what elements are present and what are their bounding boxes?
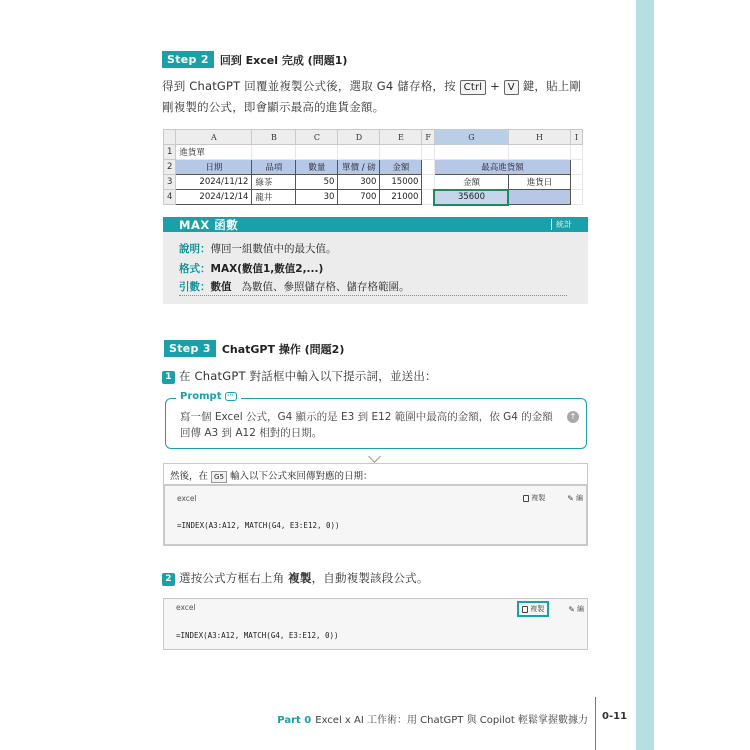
step2-text-2: 鍵，貼上剛剛複製的公式，即會顯示最高的進貨金額。 [162,79,582,114]
code-formula[interactable]: =INDEX(A3:A12, MATCH(G4, E3:E12, 0)) [176,631,339,640]
header-cell[interactable]: 數量 [296,160,338,175]
cell[interactable] [508,145,570,160]
max-function-category: 統計 [551,219,572,230]
code-actions [520,492,586,504]
item2-number: 2 [162,573,175,586]
item2-post: ，自動複製該段公式。 [311,571,429,585]
max-function-box [163,217,588,304]
row-number[interactable]: 3 [164,175,176,190]
col-header[interactable]: H [508,130,570,145]
item2-bold: 複製 [288,571,312,585]
corner-cell[interactable] [164,130,176,145]
code-language: excel [176,603,196,612]
item2-pre: 選按公式方框右上角 [179,571,289,585]
max-header-cell[interactable]: 進貨日 [508,175,570,190]
row-number[interactable]: 1 [164,145,176,160]
step3-title: ChatGPT 操作 (問題2) [221,342,345,356]
step3-heading [164,340,344,357]
amount-cell[interactable]: 21000 [380,190,422,205]
header-cell[interactable]: 品項 [252,160,296,175]
qty-cell[interactable]: 50 [296,175,338,190]
pencil-icon: ✎ [568,604,575,614]
header-cell[interactable]: 單價 / 磅 [338,160,380,175]
col-header[interactable]: I [570,130,582,145]
step2-title: 回到 Excel 完成 (問題1) [219,53,348,67]
prompt-label-text: Prompt [180,391,222,402]
col-header[interactable]: D [338,130,380,145]
col-header[interactable]: C [296,130,338,145]
max-args-line [179,279,567,296]
cell[interactable] [422,175,435,190]
code-block-2 [163,598,588,650]
max-header-cell[interactable]: 金額 [434,175,508,190]
copy-button-highlighted[interactable] [517,601,549,617]
v-key: V [504,80,519,95]
g4-selected-cell[interactable]: 35600 [434,190,508,205]
pencil-icon: ✎ [567,493,574,503]
copy-icon [522,606,528,613]
code-block [164,485,587,545]
cell[interactable] [422,160,435,175]
code-actions [517,601,587,617]
row-number[interactable]: 2 [164,160,176,175]
code-formula[interactable]: =INDEX(A3:A12, MATCH(G4, E3:E12, 0)) [177,521,340,530]
ctrl-key: Ctrl [460,80,487,95]
copy-icon [523,495,529,502]
row-number[interactable]: 4 [164,190,176,205]
edit-button[interactable] [565,601,587,617]
max-title-cell[interactable]: 最高進貨額 [434,160,570,175]
cell[interactable] [422,190,435,205]
desc-text: 傳回一組數值中的最大值。 [210,243,337,255]
step2-heading [162,51,347,68]
max-format-line [179,261,323,276]
header-cell[interactable]: 日期 [176,160,252,175]
send-arrow-icon[interactable]: ↑ [567,411,579,423]
edit-button[interactable] [564,492,586,504]
copy-label: 複製 [530,605,545,613]
item2-line [162,568,590,589]
cell[interactable] [296,145,338,160]
item1-number: 1 [162,371,175,384]
args-name: 數值 [210,281,232,293]
col-header[interactable]: B [252,130,296,145]
prompt-box [165,391,587,449]
item-cell[interactable]: 綠茶 [252,175,296,190]
col-header[interactable]: F [422,130,435,145]
format-label: 格式： [179,263,211,275]
plus-sign: + [486,79,504,93]
answer-pre: 然後，在 [170,471,212,482]
chatgpt-answer-box [163,463,588,546]
code-language: excel [177,494,197,503]
spreadsheet [163,129,583,206]
page-number: 0-11 [602,711,628,722]
amount-cell[interactable]: 15000 [380,175,422,190]
chat-bubble-icon: ··· [225,392,237,401]
args-label: 引數： [179,281,211,293]
cell[interactable] [380,145,422,160]
max-function-title: MAX 函數 [179,217,239,232]
footer [277,711,588,726]
cell[interactable] [434,145,508,160]
side-strip [636,0,654,750]
col-header-selected[interactable]: G [434,130,508,145]
h4-cell[interactable] [508,190,570,205]
cell[interactable] [252,145,296,160]
cell[interactable] [422,145,435,160]
item1-text: 在 ChatGPT 對話框中輸入以下提示詞，並送出： [179,369,437,383]
col-header[interactable]: E [380,130,422,145]
max-desc-line [179,241,337,256]
copy-label: 複製 [531,494,546,502]
footer-part: Part 0 [277,715,312,726]
step2-badge: Step 2 [162,51,214,68]
step2-text-1: 得到 ChatGPT 回覆並複製公式後，選取 G4 儲存格，按 [162,79,460,93]
prompt-label [176,391,241,402]
prompt-text: 寫一個 Excel 公式，G4 顯示的是 E3 到 E12 範圍中最高的金額，依 G4 的金額回傳 A3 到 A12 相對的日期。 [180,411,553,439]
answer-text [164,464,587,485]
desc-label: 說明： [179,243,211,255]
args-row [179,279,567,296]
cell[interactable] [570,145,582,160]
col-header[interactable]: A [176,130,252,145]
cell[interactable] [570,190,582,205]
item1-line [162,366,590,387]
format-text: MAX(數值1,數值2,...) [210,263,324,275]
price-cell[interactable]: 300 [338,175,380,190]
sheet-title-cell[interactable]: 進貨單 [176,145,252,160]
max-function-bar [163,217,588,232]
args-desc: 為數值、參照儲存格、儲存格範圍。 [241,281,410,293]
date-cell[interactable]: 2024/12/14 [176,190,252,205]
footer-rule [595,697,596,750]
cell-ref-badge: G5 [211,471,227,483]
item-cell[interactable]: 龍井 [252,190,296,205]
step3-badge: Step 3 [164,340,216,357]
chevron-down-icon [368,450,381,463]
copy-button[interactable] [520,492,548,504]
header-cell[interactable]: 金額 [380,160,422,175]
edit-label: 編 [577,605,584,613]
edit-label: 編 [576,494,583,502]
date-cell[interactable]: 2024/11/12 [176,175,252,190]
step2-paragraph [162,76,590,118]
cell[interactable] [570,160,582,175]
cell[interactable] [338,145,380,160]
footer-title: Excel x AI 工作術：用 ChatGPT 與 Copilot 輕鬆掌握數據力 [315,715,588,726]
price-cell[interactable]: 700 [338,190,380,205]
cell[interactable] [570,175,582,190]
answer-post: 輸入以下公式來回傳對應的日期： [226,471,373,482]
qty-cell[interactable]: 30 [296,190,338,205]
